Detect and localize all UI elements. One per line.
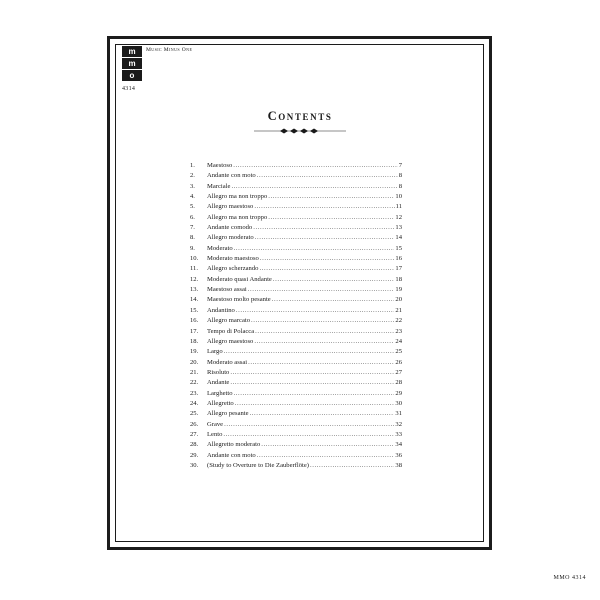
toc-entry-page: 26 xyxy=(395,358,402,366)
toc-entry xyxy=(190,389,402,399)
toc-entry-page: 28 xyxy=(395,379,402,387)
toc-entry xyxy=(190,347,402,357)
mmo-logo xyxy=(122,46,144,84)
toc-entry-number: 30. xyxy=(190,461,199,469)
toc-entry-number: 21. xyxy=(190,368,199,376)
toc-entry xyxy=(190,399,402,409)
toc-entry-number: 16. xyxy=(190,317,199,325)
toc-entry xyxy=(190,264,402,274)
toc-entry-title: Andante con moto xyxy=(207,451,256,459)
toc-entry-number: 2. xyxy=(190,172,195,180)
toc-entry-title: Marciale xyxy=(207,182,231,190)
toc-leader-dots xyxy=(224,347,395,357)
toc-entry-number: 25. xyxy=(190,410,199,418)
toc-leader-dots xyxy=(230,378,394,388)
toc-entry-number: 4. xyxy=(190,193,195,201)
toc-entry-number: 3. xyxy=(190,182,195,190)
toc-entry-title: Tempo di Polacca xyxy=(207,327,255,335)
toc-entry xyxy=(190,285,402,295)
toc-entry-number: 19. xyxy=(190,348,199,356)
toc-entry-page: 29 xyxy=(395,389,402,397)
toc-leader-dots xyxy=(233,161,397,171)
toc-entry-number: 1. xyxy=(190,162,195,169)
toc-entry-page: 22 xyxy=(395,317,402,325)
toc-entry-title: Moderato xyxy=(207,244,233,252)
toc-entry-title: Allegretto xyxy=(207,399,234,407)
toc-leader-dots xyxy=(260,254,395,264)
logo-letter-o: o xyxy=(122,70,142,81)
toc-entry-title: Allegro ma non troppo xyxy=(207,193,268,201)
toc-entry xyxy=(190,213,402,223)
toc-entry-number: 15. xyxy=(190,306,199,314)
toc-entry-title: Allegro moderato xyxy=(207,234,254,242)
toc-entry-page: 17 xyxy=(395,265,402,273)
toc-entry-number: 8. xyxy=(190,234,195,242)
toc-entry-title: Allegretto moderato xyxy=(207,441,261,449)
toc-entry-title: (Study to Overture to Die Zauberflöte) xyxy=(207,461,309,469)
toc-entry xyxy=(190,337,402,347)
toc-entry-number: 24. xyxy=(190,399,199,407)
toc-leader-dots xyxy=(250,409,395,419)
toc-entry-page: 27 xyxy=(395,368,402,376)
toc-leader-dots xyxy=(224,420,394,430)
toc-leader-dots xyxy=(255,327,394,337)
toc-entry-title: Risoluto xyxy=(207,368,230,376)
toc-entry xyxy=(190,420,402,430)
toc-entry-title: Maestoso molto pesante xyxy=(207,296,271,304)
toc-leader-dots xyxy=(273,275,395,285)
toc-entry-number: 5. xyxy=(190,203,195,211)
toc-entry-title: Moderato assai xyxy=(207,358,248,366)
toc-leader-dots xyxy=(261,440,394,450)
toc-entry-number: 12. xyxy=(190,275,199,283)
toc-entry xyxy=(190,223,402,233)
toc-entry-title: Allegro maestoso xyxy=(207,203,254,211)
toc-entry-number: 9. xyxy=(190,244,195,252)
logo-catalog-number: 4314 xyxy=(122,86,136,92)
toc-entry-page: 16 xyxy=(395,255,402,263)
toc-entry xyxy=(190,233,402,243)
toc-entry-page: 24 xyxy=(395,337,402,345)
toc-entry-page: 21 xyxy=(395,306,402,314)
toc-entry-number: 29. xyxy=(190,451,199,459)
toc-entry xyxy=(190,306,402,316)
toc-entry-page: 25 xyxy=(395,348,402,356)
toc-entry-title: Allegro ma non troppo xyxy=(207,213,268,221)
toc-leader-dots xyxy=(253,223,394,233)
toc-entry-number: 27. xyxy=(190,430,199,438)
toc-entry-title: Maestoso xyxy=(207,162,233,169)
toc-entry xyxy=(190,295,402,305)
page-title: Contents xyxy=(267,109,333,123)
toc-entry-page: 13 xyxy=(395,224,402,232)
toc-leader-dots xyxy=(259,264,394,274)
toc-entry xyxy=(190,254,402,264)
toc-entry-page: 18 xyxy=(395,275,402,283)
toc-entry-title: Andante xyxy=(207,379,230,387)
toc-entry-number: 13. xyxy=(190,286,199,294)
toc-entry-number: 26. xyxy=(190,420,199,428)
toc-entry-page: 7 xyxy=(398,162,402,169)
toc-entry-number: 11. xyxy=(190,265,198,273)
toc-leader-dots xyxy=(254,202,394,212)
toc-entry-title: Moderato quasi Andante xyxy=(207,275,272,283)
toc-entry-number: 18. xyxy=(190,337,199,345)
publisher-name: Music Minus One xyxy=(146,47,193,53)
toc-leader-dots xyxy=(235,399,395,409)
toc-leader-dots xyxy=(236,306,395,316)
toc-entry-page: 33 xyxy=(395,430,402,438)
toc-entry-number: 7. xyxy=(190,224,195,232)
toc-entry xyxy=(190,378,402,388)
toc-entry-number: 22. xyxy=(190,379,199,387)
toc-leader-dots xyxy=(272,295,395,305)
toc-leader-dots xyxy=(254,337,394,347)
toc-entry xyxy=(190,316,402,326)
toc-entry-page: 32 xyxy=(395,420,402,428)
toc-entry-page: 10 xyxy=(395,193,402,201)
toc-entry-page: 8 xyxy=(398,172,402,180)
toc-entry xyxy=(190,182,402,192)
toc-entry-page: 34 xyxy=(395,441,402,449)
toc-entry-title: Allegro maestoso xyxy=(207,337,254,345)
toc-entry-page: 20 xyxy=(395,296,402,304)
toc-entry-number: 28. xyxy=(190,441,199,449)
toc-entry-page: 8 xyxy=(398,182,402,190)
toc-entry xyxy=(190,327,402,337)
toc-entry-title: Allegro scherzando xyxy=(207,265,259,273)
toc-leader-dots xyxy=(248,285,395,295)
toc-entry-page: 11 xyxy=(395,203,402,211)
table-of-contents xyxy=(190,161,402,471)
toc-entry-title: Andante comodo xyxy=(207,224,253,232)
toc-entry-title: Maestoso assai xyxy=(207,286,247,294)
toc-entry-number: 10. xyxy=(190,255,199,263)
toc-leader-dots xyxy=(255,233,395,243)
toc-entry-page: 12 xyxy=(395,213,402,221)
toc-entry xyxy=(190,202,402,212)
logo-letter-m2: m xyxy=(122,58,142,69)
toc-leader-dots xyxy=(268,192,394,202)
toc-entry-title: Allegro pesante xyxy=(207,410,249,418)
toc-entry xyxy=(190,430,402,440)
toc-entry-page: 19 xyxy=(395,286,402,294)
toc-leader-dots xyxy=(257,451,395,461)
toc-entry xyxy=(190,368,402,378)
toc-entry-title: Andantino xyxy=(207,306,235,314)
toc-entry xyxy=(190,275,402,285)
toc-entry-title: Largo xyxy=(207,348,223,356)
toc-entry-page: 36 xyxy=(395,451,402,459)
toc-leader-dots xyxy=(310,461,394,471)
logo-letter-m1: m xyxy=(122,46,142,57)
toc-entry-title: Lento xyxy=(207,430,223,438)
toc-entry-number: 6. xyxy=(190,213,195,221)
toc-entry-page: 14 xyxy=(395,234,402,242)
toc-entry xyxy=(190,161,402,171)
toc-entry-number: 20. xyxy=(190,358,199,366)
toc-entry xyxy=(190,461,402,471)
toc-entry xyxy=(190,451,402,461)
toc-entry xyxy=(190,358,402,368)
toc-leader-dots xyxy=(257,171,398,181)
toc-entry-page: 38 xyxy=(395,461,402,469)
toc-entry xyxy=(190,409,402,419)
toc-leader-dots xyxy=(248,358,394,368)
toc-leader-dots xyxy=(234,389,395,399)
toc-leader-dots xyxy=(251,316,394,326)
toc-entry-title: Moderato maestoso xyxy=(207,255,259,263)
toc-entry-title: Allegro marcato xyxy=(207,317,251,325)
toc-entry-title: Larghetto xyxy=(207,389,233,397)
footer-catalog-code: MMO 4314 xyxy=(553,575,586,581)
toc-entry xyxy=(190,192,402,202)
ornament-divider xyxy=(252,127,348,135)
toc-entry xyxy=(190,440,402,450)
toc-entry-title: Grave xyxy=(207,420,224,428)
toc-entry-number: 17. xyxy=(190,327,199,335)
toc-entry-title: Andante con moto xyxy=(207,172,256,180)
toc-leader-dots xyxy=(230,368,394,378)
toc-entry-number: 14. xyxy=(190,296,199,304)
toc-entry xyxy=(190,171,402,181)
toc-leader-dots xyxy=(268,213,394,223)
toc-entry xyxy=(190,244,402,254)
toc-entry-page: 15 xyxy=(395,244,402,252)
toc-leader-dots xyxy=(231,182,397,192)
toc-entry-page: 23 xyxy=(395,327,402,335)
toc-entry-page: 30 xyxy=(395,399,402,407)
toc-entry-page: 31 xyxy=(395,410,402,418)
toc-leader-dots xyxy=(234,244,395,254)
toc-entry-number: 23. xyxy=(190,389,199,397)
toc-leader-dots xyxy=(223,430,394,440)
